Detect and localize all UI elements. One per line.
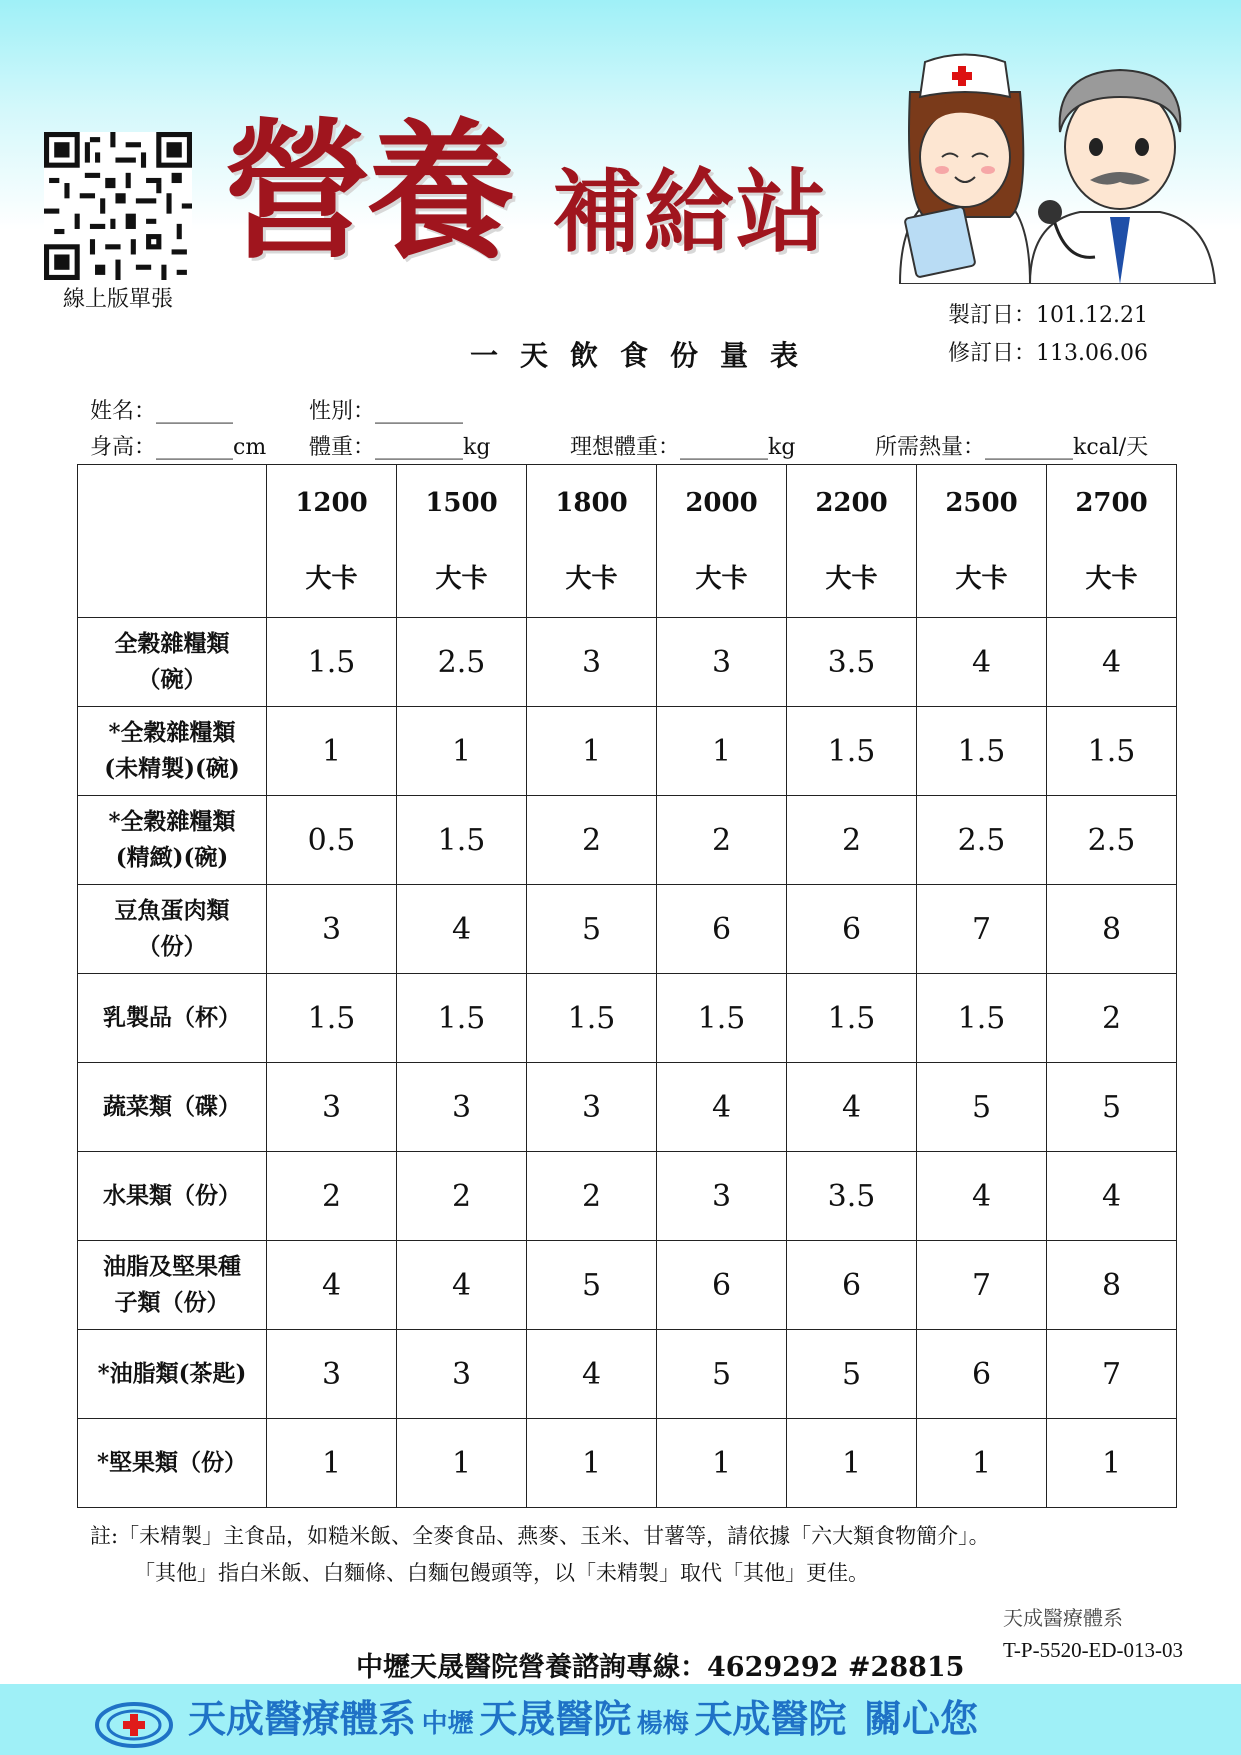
food-group-unit: （碗）: [137, 666, 207, 693]
food-group-name: 乳製品（杯）: [103, 1004, 241, 1031]
serving-cell: 6: [787, 1241, 917, 1330]
food-group-label: [78, 1419, 267, 1508]
table-row: [78, 974, 1177, 1063]
serving-cell: 2.5: [917, 796, 1047, 885]
food-group-name: *堅果類（份）: [96, 1449, 248, 1476]
food-group-unit: 子類（份）: [114, 1289, 230, 1316]
food-group-name: 水果類（份）: [103, 1182, 241, 1209]
kcal-unit: 大卡: [1085, 564, 1138, 594]
food-group-unit: (未精製)(碗): [104, 755, 240, 782]
serving-cell: 3.5: [787, 618, 917, 707]
footer-care: 關心您: [863, 1697, 978, 1741]
kcal-column-header: [917, 465, 1047, 618]
weight-field[interactable]: 體重：________kg: [309, 435, 491, 460]
food-group-name: 全穀雜糧類: [114, 630, 230, 657]
serving-cell: 3.5: [787, 1152, 917, 1241]
serving-cell: 1.5: [917, 974, 1047, 1063]
kcal-column-header: [397, 465, 527, 618]
serving-cell: 1: [1047, 1419, 1177, 1508]
table-row: [78, 1152, 1177, 1241]
food-group-label: [78, 974, 267, 1063]
footer-city-1: 中壢: [421, 1709, 474, 1739]
header-empty-cell: [78, 465, 267, 618]
serving-cell: 5: [917, 1063, 1047, 1152]
serving-cell: 1.5: [267, 974, 397, 1063]
height-field[interactable]: 身高：_______cm: [90, 435, 267, 460]
serving-cell: 2: [267, 1152, 397, 1241]
serving-cell: 3: [397, 1330, 527, 1419]
serving-cell: 7: [1047, 1330, 1177, 1419]
serving-cell: 2: [527, 1152, 657, 1241]
gender-field[interactable]: 性別：________: [309, 399, 464, 424]
food-group-label: [78, 1330, 267, 1419]
serving-cell: 2.5: [1047, 796, 1177, 885]
table-header-row: [78, 465, 1177, 618]
food-group-label: [78, 885, 267, 974]
serving-cell: 2: [1047, 974, 1177, 1063]
footer-city-2: 楊梅: [636, 1709, 689, 1739]
serving-cell: 3: [527, 1063, 657, 1152]
serving-cell: 4: [527, 1330, 657, 1419]
serving-cell: 6: [657, 1241, 787, 1330]
serving-cell: 1.5: [787, 707, 917, 796]
footer-slogan: [188, 1697, 978, 1741]
serving-cell: 3: [527, 618, 657, 707]
note-line-1: 註:「未精製」主食品，如糙米飯、全麥食品、燕麥、玉米、甘薯等，請依據「六大類食物簡介」。: [90, 1524, 990, 1548]
serving-cell: 8: [1047, 885, 1177, 974]
table-row: [78, 885, 1177, 974]
note-line-2: 「其他」指白米飯、白麵條、白麵包饅頭等，以「未精製」取代「其他」更佳。: [134, 1561, 869, 1585]
serving-cell: 1: [657, 707, 787, 796]
kcal-value: 1800: [555, 488, 628, 518]
created-date: 製訂日：101.12.21: [948, 303, 1148, 328]
doctor-figure: [1030, 70, 1215, 284]
serving-cell: 3: [267, 1063, 397, 1152]
food-group-name: *全穀雜糧類: [108, 719, 236, 746]
table-row: [78, 796, 1177, 885]
serving-cell: 3: [267, 1330, 397, 1419]
table-row: [78, 1063, 1177, 1152]
serving-cell: 5: [787, 1330, 917, 1419]
serving-cell: 4: [1047, 1152, 1177, 1241]
serving-cell: 3: [397, 1063, 527, 1152]
serving-cell: 5: [657, 1330, 787, 1419]
food-group-name: 豆魚蛋肉類: [114, 897, 230, 924]
serving-cell: 1.5: [267, 618, 397, 707]
food-group-unit: （份）: [137, 933, 207, 960]
hospital-logo-icon: [95, 1702, 173, 1748]
form-line-1: [90, 394, 463, 425]
serving-cell: 4: [397, 1241, 527, 1330]
qr-code[interactable]: [44, 132, 192, 280]
serving-cell: 1: [527, 707, 657, 796]
serving-cell: 1: [917, 1419, 1047, 1508]
kcal-value: 2200: [815, 488, 888, 518]
kcal-unit: 大卡: [695, 564, 748, 594]
serving-cell: 1: [527, 1419, 657, 1508]
serving-cell: 1: [787, 1419, 917, 1508]
food-group-name: 蔬菜類（碟）: [103, 1093, 241, 1120]
food-group-unit: (精緻)(碗): [115, 844, 229, 871]
kcal-value: 2000: [685, 488, 758, 518]
serving-cell: 2: [787, 796, 917, 885]
title-sub: 補給站: [552, 160, 828, 265]
serving-cell: 1: [267, 1419, 397, 1508]
food-group-label: [78, 618, 267, 707]
kcal-column-header: [267, 465, 397, 618]
footer-hospital-2: 天成醫院: [694, 1697, 847, 1741]
revised-date: 修訂日：113.06.06: [948, 341, 1148, 366]
serving-cell: 5: [527, 885, 657, 974]
serving-cell: 1.5: [1047, 707, 1177, 796]
serving-cell: 2: [527, 796, 657, 885]
serving-cell: 1.5: [397, 974, 527, 1063]
title-main: 營養: [222, 106, 511, 280]
kcal-column-header: [657, 465, 787, 618]
table-row: [78, 1330, 1177, 1419]
serving-cell: 4: [787, 1063, 917, 1152]
table-row: [78, 618, 1177, 707]
qr-caption: 線上版單張: [62, 287, 173, 312]
food-group-label: [78, 1241, 267, 1330]
calorie-need-field[interactable]: 所需熱量：________kcal/天: [875, 435, 1149, 460]
food-group-name: *全穀雜糧類: [108, 808, 236, 835]
serving-cell: 1.5: [397, 796, 527, 885]
kcal-column-header: [527, 465, 657, 618]
kcal-unit: 大卡: [955, 564, 1008, 594]
form-line-2: [90, 430, 1148, 461]
serving-cell: 4: [267, 1241, 397, 1330]
serving-cell: 2: [657, 796, 787, 885]
form-code: T-P-5520-ED-013-03: [1003, 1638, 1184, 1662]
kcal-value: 2500: [945, 488, 1018, 518]
serving-cell: 6: [657, 885, 787, 974]
serving-cell: 1.5: [657, 974, 787, 1063]
kcal-unit: 大卡: [435, 564, 488, 594]
footer-org: 天成醫療體系: [188, 1697, 417, 1741]
food-group-name: 油脂及堅果種: [103, 1253, 241, 1280]
kcal-value: 1200: [295, 488, 368, 518]
serving-cell: 7: [917, 1241, 1047, 1330]
kcal-unit: 大卡: [305, 564, 358, 594]
org-name-small: 天成醫療體系: [1003, 1608, 1123, 1630]
food-group-label: [78, 796, 267, 885]
serving-cell: 6: [917, 1330, 1047, 1419]
document-title: 一天飲食份量表: [470, 339, 821, 372]
table-row: [78, 707, 1177, 796]
kcal-unit: 大卡: [825, 564, 878, 594]
food-group-name: *油脂類(茶匙): [97, 1360, 247, 1387]
serving-cell: 3: [267, 885, 397, 974]
serving-cell: 3: [657, 618, 787, 707]
food-group-label: [78, 1152, 267, 1241]
serving-cell: 4: [397, 885, 527, 974]
serving-cell: 1: [657, 1419, 787, 1508]
serving-cell: 1: [397, 1419, 527, 1508]
ideal-weight-field[interactable]: 理想體重：________kg: [570, 435, 796, 460]
serving-cell: 4: [917, 618, 1047, 707]
serving-cell: 1: [267, 707, 397, 796]
food-group-label: [78, 707, 267, 796]
table-row: [78, 1241, 1177, 1330]
serving-cell: 1.5: [917, 707, 1047, 796]
serving-cell: 8: [1047, 1241, 1177, 1330]
serving-cell: 7: [917, 885, 1047, 974]
footer-hospital-1: 天晟醫院: [479, 1697, 632, 1741]
kcal-column-header: [787, 465, 917, 618]
serving-cell: 3: [657, 1152, 787, 1241]
serving-cell: 4: [1047, 618, 1177, 707]
food-group-label: [78, 1063, 267, 1152]
kcal-column-header: [1047, 465, 1177, 618]
serving-cell: 5: [1047, 1063, 1177, 1152]
serving-cell: 6: [787, 885, 917, 974]
serving-cell: 2: [397, 1152, 527, 1241]
serving-cell: 5: [527, 1241, 657, 1330]
kcal-value: 1500: [425, 488, 498, 518]
kcal-unit: 大卡: [565, 564, 618, 594]
serving-cell: 2.5: [397, 618, 527, 707]
serving-cell: 1.5: [787, 974, 917, 1063]
serving-cell: 1.5: [527, 974, 657, 1063]
daily-servings-table: [77, 464, 1177, 1508]
nurse-figure: [900, 55, 1030, 285]
serving-cell: 4: [657, 1063, 787, 1152]
serving-cell: 4: [917, 1152, 1047, 1241]
serving-cell: 1: [397, 707, 527, 796]
kcal-value: 2700: [1075, 488, 1148, 518]
hotline: 中壢天晟醫院營養諮詢專線：4629292 #28815: [356, 1652, 965, 1683]
nurse-doctor-illustration: [880, 52, 1220, 284]
serving-cell: 0.5: [267, 796, 397, 885]
name-field[interactable]: 姓名：_______: [90, 399, 234, 424]
table-row: [78, 1419, 1177, 1508]
